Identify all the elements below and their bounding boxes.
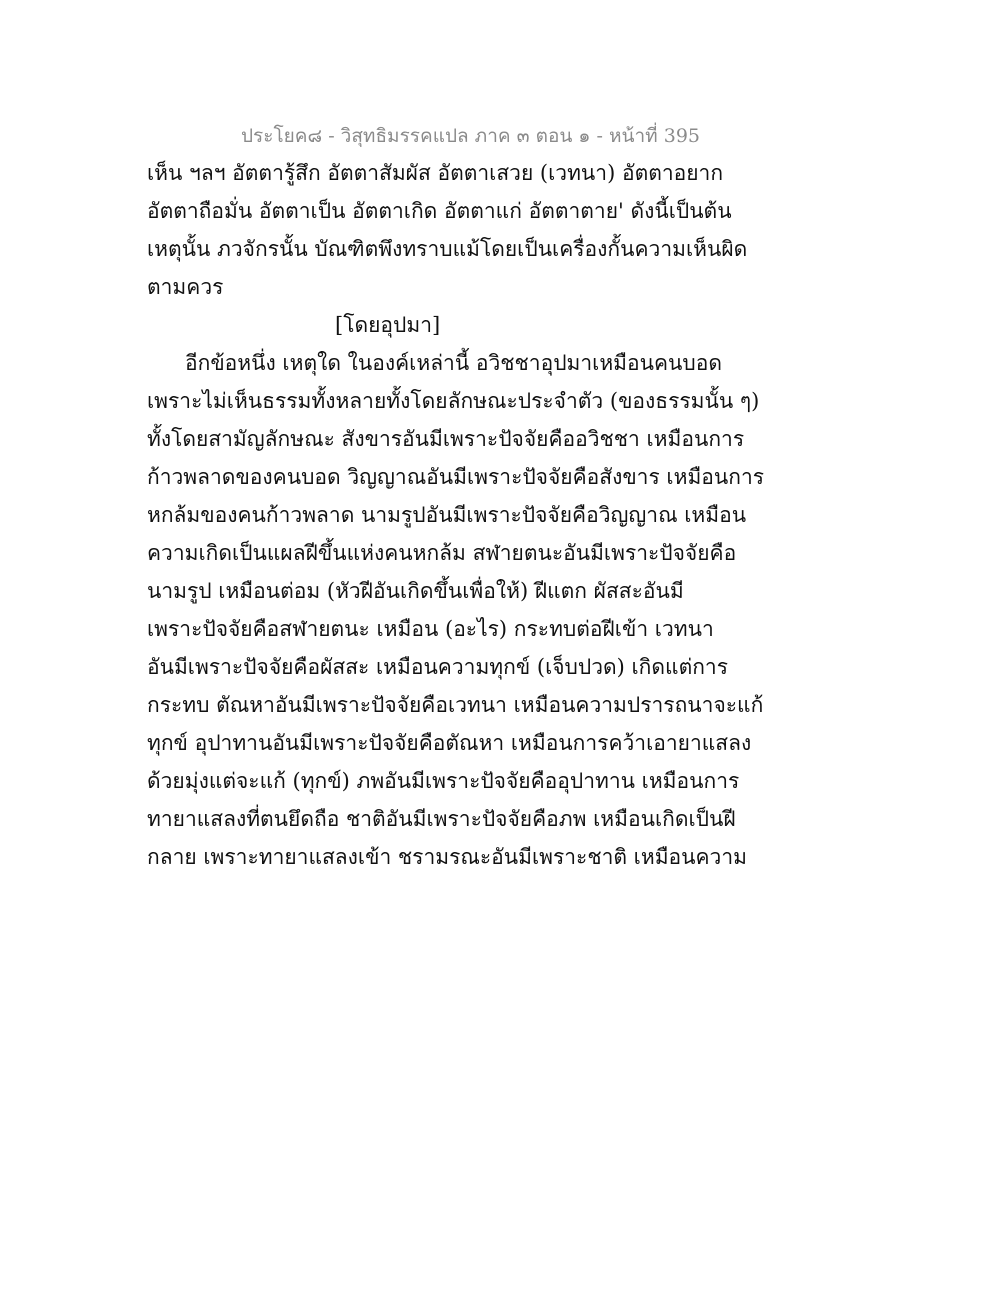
text-line: ทายาแสลงที่ตนยึดถือ ชาติอันมีเพราะปัจจัยคือภพ เหมือนเกิดเป็นฝี [147,807,736,831]
body-text [147,154,765,876]
paragraph-first-line: อีกข้อหนึ่ง เหตุใด ในองค์เหล่านี้ อวิชชาอุปมาเหมือนคนบอด [185,351,722,375]
page-header: ประโยค๘ - วิสุทธิมรรคแปล ภาค ๓ ตอน ๑ - หน้าที่ 395 [240,125,700,147]
text-line: ทุกข์ อุปาทานอันมีเพราะปัจจัยคือตัณหา เหมือนการคว้าเอายาแสลง [147,731,752,755]
text-line: ความเกิดเป็นแผลฝีขึ้นแห่งคนหกล้ม สฬายตนะอันมีเพราะปัจจัยคือ [147,541,737,565]
text-line: ตามควร [147,275,224,299]
text-line: ทั้งโดยสามัญลักษณะ สังขารอันมีเพราะปัจจัยคืออวิชชา เหมือนการ [147,427,745,451]
text-line: เหตุนั้น ภวจักรนั้น บัณฑิตพึงทราบแม้โดยเป็นเครื่องกั้นความเห็นผิด [147,237,748,261]
text-line: ก้าวพลาดของคนบอด วิญญาณอันมีเพราะปัจจัยคือสังขาร เหมือนการ [147,465,765,489]
text-line: เพราะปัจจัยคือสฬายตนะ เหมือน (อะไร) กระทบต่อฝีเข้า เวทนา [147,617,714,641]
text-line: กระทบ ตัณหาอันมีเพราะปัจจัยคือเวทนา เหมือนความปรารถนาจะแก้ [147,693,764,717]
text-line: นามรูป เหมือนต่อม (หัวฝีอันเกิดขึ้นเพื่อให้) ฝีแตก ผัสสะอันมี [147,579,684,603]
text-line: เห็น ฯลฯ อัตตารู้สึก อัตตาสัมผัส อัตตาเสวย (เวทนา) อัตตาอยาก [147,161,724,185]
text-line: อันมีเพราะปัจจัยคือผัสสะ เหมือนความทุกข์ (เจ็บปวด) เกิดแต่การ [147,655,728,679]
text-line: ด้วยมุ่งแต่จะแก้ (ทุกข์) ภพอันมีเพราะปัจจัยคืออุปาทาน เหมือนการ [147,769,740,793]
text-line: เพราะไม่เห็นธรรมทั้งหลายทั้งโดยลักษณะประจำตัว (ของธรรมนั้น ๆ) [147,389,760,413]
section-heading: [โดยอุปมา] [335,313,441,337]
text-line: อัตตาถือมั่น อัตตาเป็น อัตตาเกิด อัตตาแก่ อัตตาตาย' ดังนี้เป็นต้น [147,199,732,223]
text-line: กลาย เพราะทายาแสลงเข้า ชรามรณะอันมีเพราะชาติ เหมือนความ [147,845,747,869]
text-line: หกล้มของคนก้าวพลาด นามรูปอันมีเพราะปัจจัยคือวิญญาณ เหมือน [147,503,747,527]
